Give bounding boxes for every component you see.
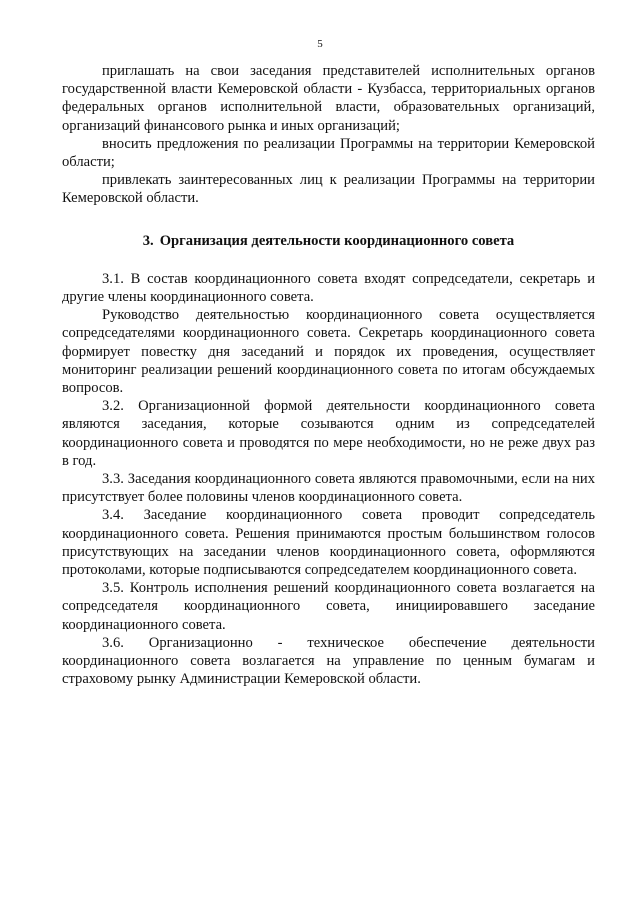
section-title: Организация деятельности координационного совета: [159, 232, 515, 249]
paragraph-3-3: 3.3. Заседания координационного совета являются правомочными, если на них присутствует более половины членов координационного совета.: [62, 471, 595, 506]
page-number: 5: [317, 38, 323, 50]
paragraph-3-5: 3.5. Контроль исполнения решений координационного совета возлагается на сопредседателя координационного совета, инициировавшего заседание координационного совета.: [62, 580, 595, 633]
intro-paragraph-invite: приглашать на свои заседания представителей исполнительных органов государственной власти Кемеровской области - Кузбасса, территориальных органов федеральных органов исполнительной власти, образовательных организаций, организаций финансового рынка и иных организаций;: [62, 63, 595, 134]
section-heading: [62, 232, 595, 250]
paragraph-3-4: 3.4. Заседание координационного совета проводит сопредседатель координационного совета. Решения принимаются простым большинством голосов присутствующих на заседании членов координационного совета, оформляются протоколами, которые подписываются сопредседателем координационного совета.: [62, 507, 595, 579]
paragraph-3-1: 3.1. В состав координационного совета входят сопредседатели, секретарь и другие члены координационного совета.: [62, 270, 595, 306]
document-body: [62, 62, 595, 689]
paragraph-management: Руководство деятельностью координационного совета осуществляется сопредседателями координационного совета. Секретарь координационного совета формирует повестку дня заседаний и порядок их проведения, осуществляет мониторинг реализации решений координационного совета по итогам обсуждаемых вопросов.: [62, 307, 595, 397]
paragraph-3-6: 3.6. Организационно - техническое обеспечение деятельности координационного совета возлагается на управление по ценным бумагам и страховому рынку Администрации Кемеровской области.: [62, 634, 595, 688]
intro-paragraph-proposals: вносить предложения по реализации Программы на территории Кемеровской области;: [62, 135, 595, 171]
section-number: 3.: [142, 232, 154, 249]
paragraph-3-2: 3.2. Организационной формой деятельности координационного совета являются заседания, которые созываются одним из сопредседателей координационного совета и проводятся по мере необходимости, но не реже двух раз в год.: [62, 398, 595, 469]
intro-paragraph-attract: привлекать заинтересованных лиц к реализации Программы на территории Кемеровской области.: [62, 172, 595, 207]
